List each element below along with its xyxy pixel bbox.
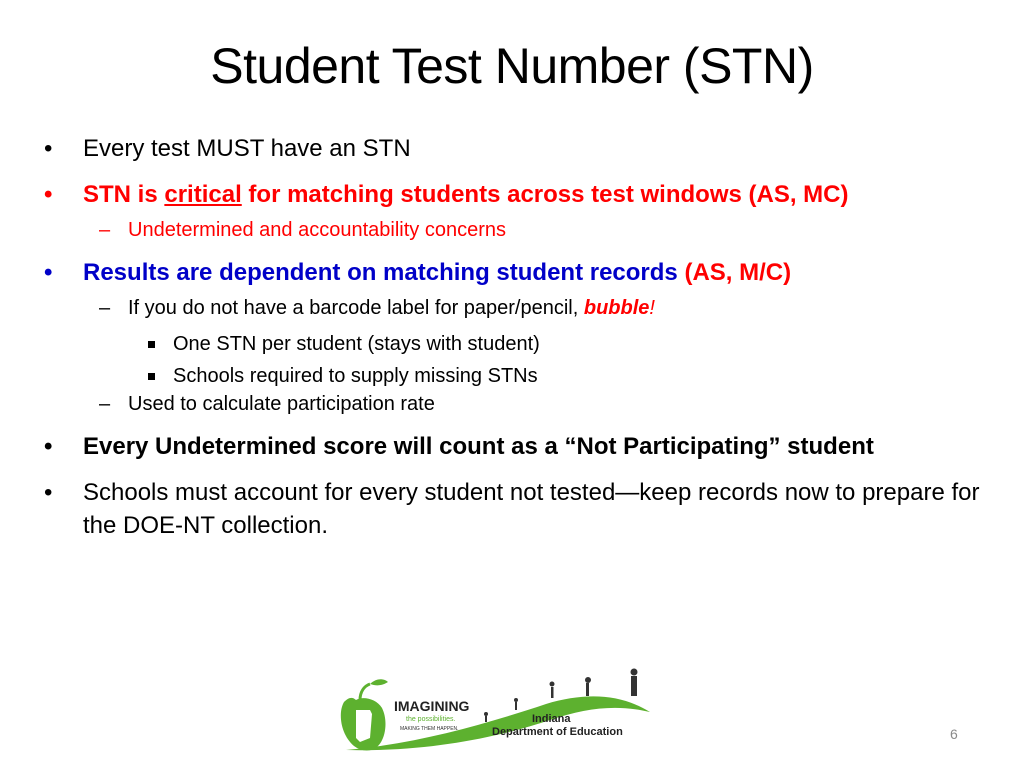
swoosh-shape — [346, 696, 650, 750]
bullet-text-prefix: STN is — [83, 181, 165, 208]
bullet-text: Results are dependent on matching student records — [83, 259, 678, 286]
bullet-dot-icon: • — [44, 479, 53, 506]
logo-imagining-sub2: MAKING THEM HAPPEN. — [400, 726, 459, 732]
dash-icon: – — [99, 393, 111, 415]
logo-imagining-sub1: the possibilities. — [406, 716, 456, 723]
sub-bullet-exclaim: ! — [649, 297, 655, 319]
slide-title: Student Test Number (STN) — [210, 38, 814, 94]
logo-doe-line1: Indiana — [532, 713, 571, 725]
square-bullet-icon — [148, 373, 155, 380]
bullet-item-stn-required — [44, 132, 1004, 165]
sub-sub-bullet-item — [44, 330, 1004, 358]
bullet-tag: (AS, M/C) — [677, 259, 792, 286]
sub-bullet-item — [44, 390, 1004, 418]
sub-sub-bullet-text: One STN per student (stays with student) — [173, 333, 540, 355]
apple-indiana-icon — [341, 679, 388, 750]
sub-bullet-text: Undetermined and accountability concerns — [128, 219, 506, 241]
bullet-item-stn-critical — [44, 178, 1004, 211]
sub-sub-bullet-item — [44, 362, 1004, 390]
sub-bullet-item — [44, 216, 1004, 244]
sub-bullet-item — [44, 294, 1004, 322]
sub-sub-bullet-text: Schools required to supply missing STNs — [173, 365, 538, 387]
sub-bullet-emphasis: bubble — [583, 297, 650, 319]
bullet-text: Schools must account for every student not tested—keep records now to prepare for the DOE-NT collection. — [83, 479, 980, 539]
bullet-dot-icon: • — [44, 181, 53, 208]
bullet-dot-icon: • — [44, 259, 53, 286]
logo-imagining-word: IMAGINING — [394, 698, 470, 714]
bullet-item-results-matching — [44, 256, 1004, 289]
bullet-dot-icon: • — [44, 135, 53, 162]
bullet-item-account-records — [44, 476, 1004, 542]
bullet-item-undetermined — [44, 430, 1004, 463]
bullet-text-emphasis: critical — [164, 181, 242, 208]
bullet-text: Every test MUST have an STN — [83, 135, 411, 162]
square-bullet-icon — [148, 341, 155, 348]
bullet-text-suffix: for matching students across test windows (AS, MC) — [241, 181, 849, 208]
page-number: 6 — [950, 726, 958, 742]
dash-icon: – — [99, 219, 111, 241]
bullet-list — [44, 132, 1004, 555]
logo-doe-line2: Department of Education — [492, 726, 623, 738]
imagining-doe-logo — [336, 664, 656, 754]
sub-bullet-text: If you do not have a barcode label for paper/pencil, — [128, 297, 579, 319]
bullet-text: Every Undetermined score will count as a “Not Participating” student — [83, 433, 874, 460]
sub-bullet-text: Used to calculate participation rate — [128, 393, 435, 415]
bullet-dot-icon: • — [44, 433, 53, 460]
dash-icon: – — [99, 297, 111, 319]
